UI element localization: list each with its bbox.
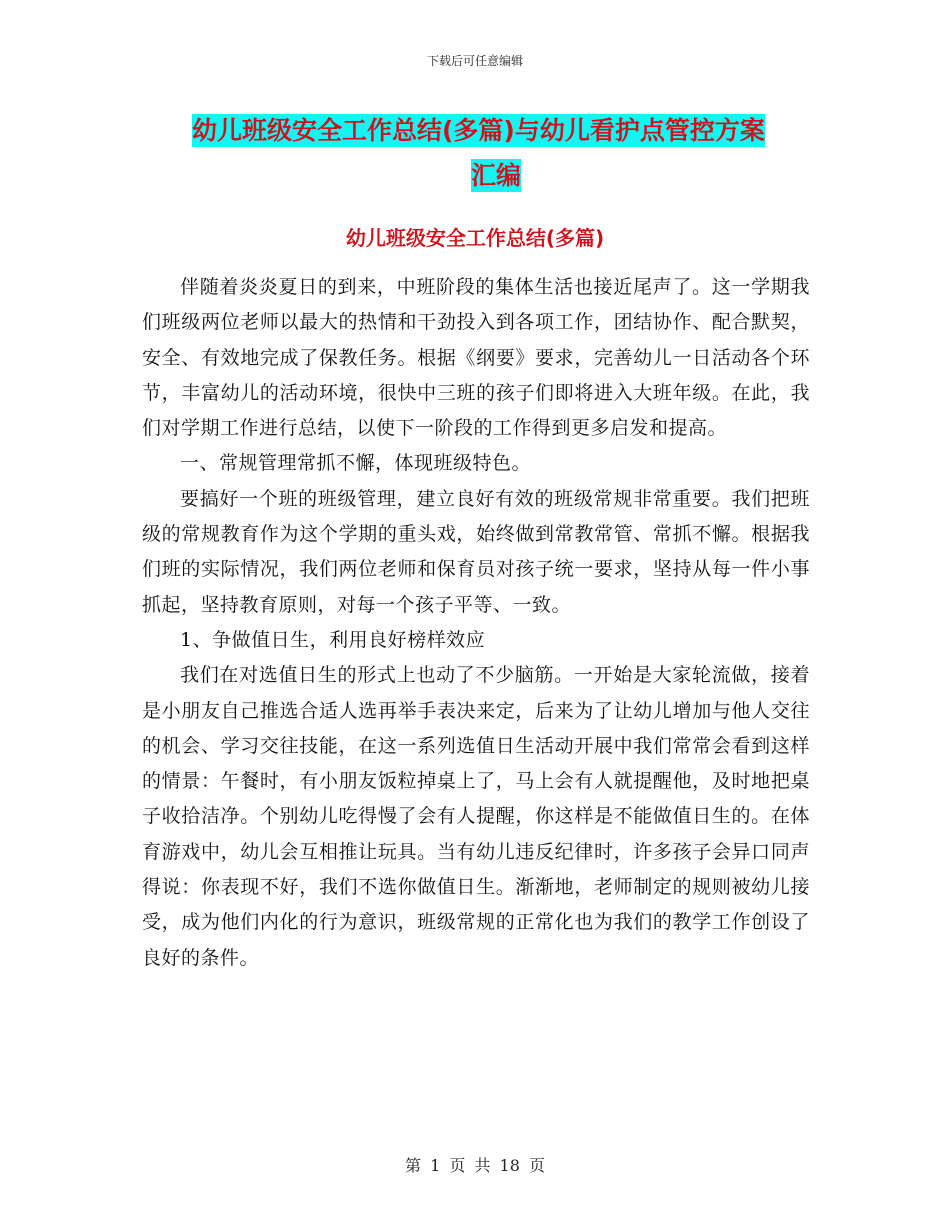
section-title: 幼儿班级安全工作总结(多篇): [345, 226, 605, 250]
paragraph-subheading-1: 1、争做值日生，利用良好榜样效应: [180, 628, 486, 651]
page-header-note: 下载后可任意编辑: [426, 54, 523, 68]
document-title-line-1-text: 幼儿班级安全工作总结(多篇)与幼儿看护点管控方案: [192, 116, 765, 145]
document-title-line-2: [180, 153, 812, 198]
paragraph-duty-student: 我们在对选值日生的形式上也动了不少脑筋。一开始是大家轮流做，接着是小朋友自己推选合适人选再举手表决来定，后来为了让幼儿增加与他人交往的机会、学习交往技能，在这一系列选值日生活动开展中我们常常会看到这样的情景：午餐时，有小朋友饭粒掉桌上了，马上会有人就提醒他，及时地把桌子收拾洁净。个别幼儿吃得慢了会有人提醒，你这样是不能做值日生的。在体育游戏中，幼儿会互相推让玩具。当有幼儿违反纪律时，许多孩子会异口同声得说：你表现不好，我们不选你做值日生。渐渐地，老师制定的规则被幼儿接受，成为他们内化的行为意识，班级常规的正常化也为我们的教学工作创设了良好的条件。: [142, 664, 810, 969]
paragraph-intro: 伴随着炎炎夏日的到来，中班阶段的集体生活也接近尾声了。这一学期我们班级两位老师以最大的热情和干劲投入到各项工作，团结协作、配合默契，安全、有效地完成了保教任务。根据《纲要》要求，完善幼儿一日活动各个环节，丰富幼儿的活动环境，很快中三班的孩子们即将进入大班年级。在此，我们对学期工作进行总结，以使下一阶段的工作得到更多启发和提高。: [142, 276, 810, 440]
document-title: [192, 108, 812, 198]
paragraph-management: 要搞好一个班的班级管理，建立良好有效的班级常规非常重要。我们把班级的常规教育作为这个学期的重头戏，始终做到常教常管、常抓不懈。根据我们班的实际情况，我们两位老师和保育员对孩子统一要求，坚持从每一件小事抓起，坚持教育原则，对每一个孩子平等、一致。: [142, 487, 810, 616]
page-number-footer: 第 1 页 共 18 页: [405, 1156, 545, 1175]
document-body: [142, 270, 810, 976]
paragraph-heading-1: 一、常规管理常抓不懈，体现班级特色。: [180, 452, 532, 475]
document-title-line-2-text: 汇编: [470, 161, 521, 190]
document-title-line-1: [192, 108, 812, 153]
